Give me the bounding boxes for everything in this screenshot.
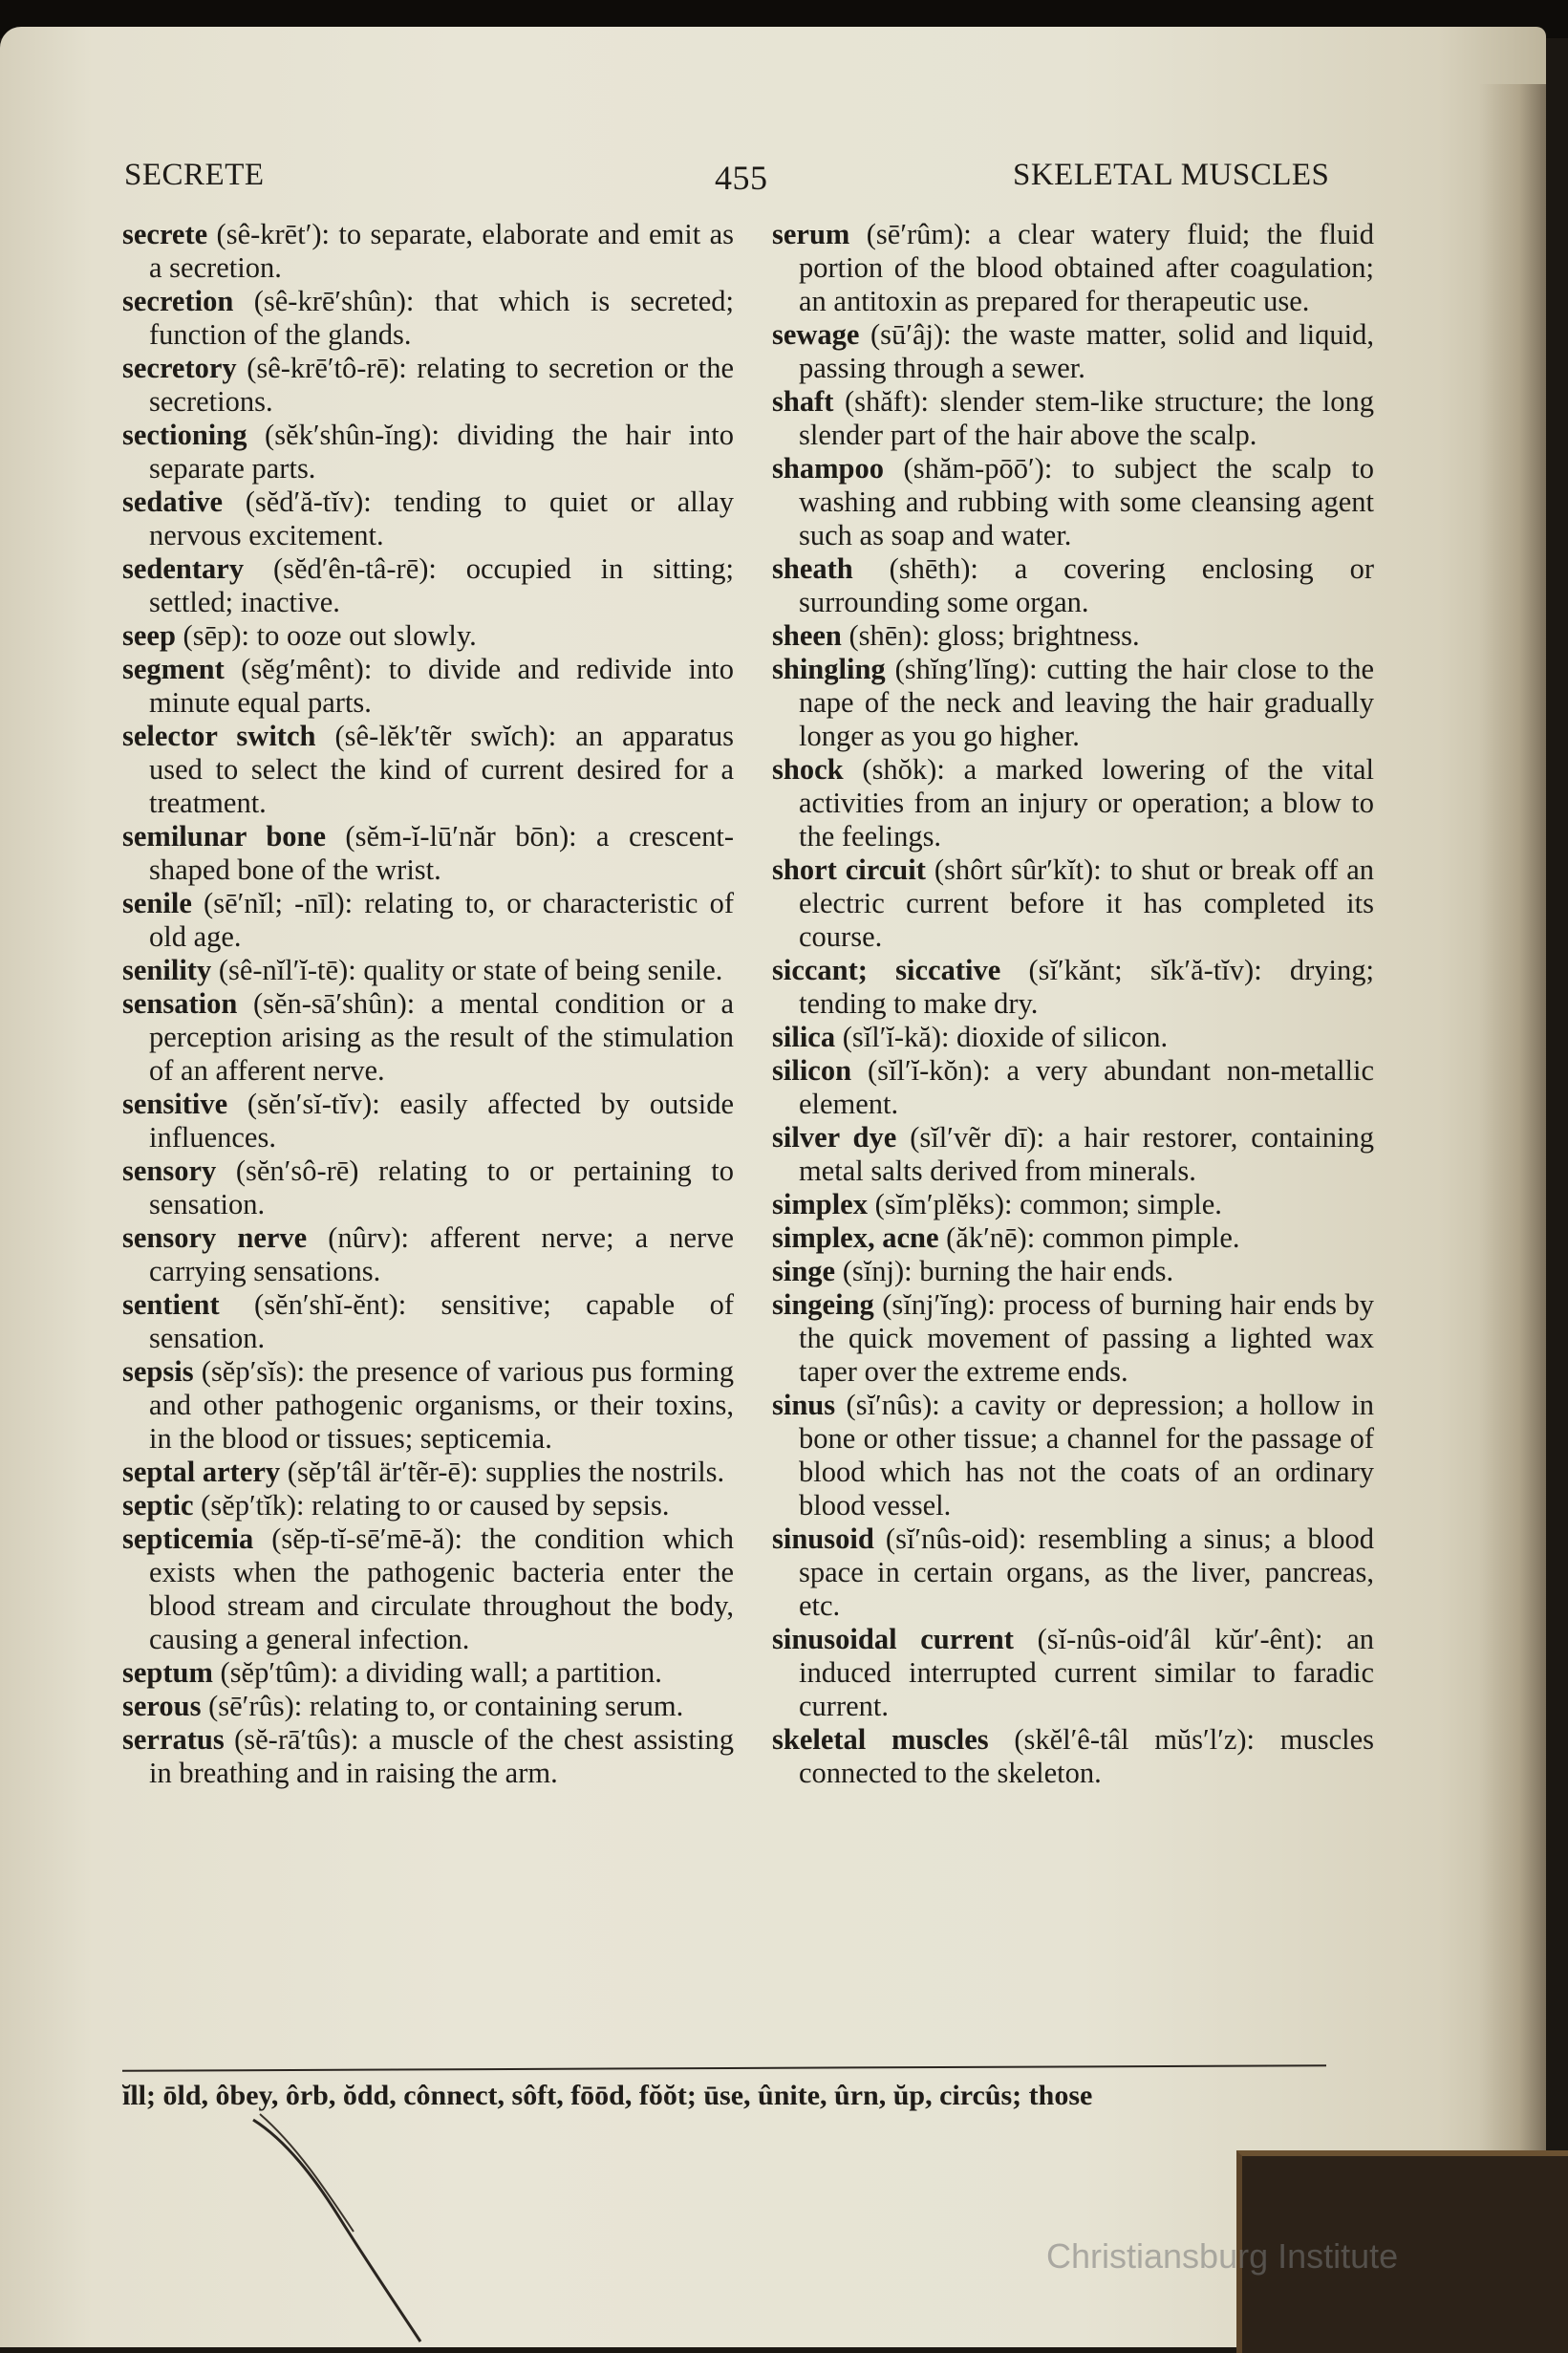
entry-headword: singeing [772, 1288, 874, 1321]
entry-headword: shingling [772, 653, 886, 685]
entry-headword: silicon [772, 1054, 852, 1087]
entry-headword: sensory [122, 1155, 217, 1187]
entry-definition: (sĕp′tĭk): relating to or caused by sepsis. [193, 1489, 670, 1522]
entry-headword: skeletal muscles [772, 1723, 989, 1756]
entry-headword: sentient [122, 1288, 220, 1321]
dictionary-entry [772, 853, 1374, 954]
entry-headword: serous [122, 1690, 202, 1722]
entry-headword: silver dye [772, 1121, 897, 1154]
dictionary-entry [122, 352, 734, 419]
entry-definition: (sĕd′ă-tĭv): tending to quiet or allay nervous excitement. [149, 486, 734, 551]
dictionary-entry [772, 653, 1374, 753]
entry-headword: sedentary [122, 552, 245, 585]
dictionary-entry [122, 720, 734, 820]
dictionary-entry [122, 954, 734, 987]
dictionary-entry [772, 1121, 1374, 1188]
entry-definition: (sĭl′ĭ-kŏn): a very abundant non-metallic element. [799, 1054, 1374, 1120]
dictionary-entry [772, 1288, 1374, 1389]
dictionary-entry [122, 285, 734, 352]
dictionary-entry [122, 486, 734, 552]
pronunciation-key: ĭll; ōld, ôbey, ôrb, ŏdd, cônnect, sôft, fōōd, fŏŏt; ūse, ûnite, ûrn, ŭp, circûs; those [122, 2080, 1093, 2111]
entry-headword: singe [772, 1255, 836, 1287]
entry-headword: senile [122, 887, 192, 919]
running-head-right: SKELETAL MUSCLES [1013, 158, 1330, 192]
entry-headword: short circuit [772, 853, 926, 886]
dictionary-entry [122, 820, 734, 887]
dictionary-entry [122, 653, 734, 720]
entry-headword: shampoo [772, 452, 884, 485]
dictionary-entry [772, 552, 1374, 619]
dictionary-entry [122, 1456, 734, 1489]
entry-headword: sepsis [122, 1355, 194, 1388]
entry-headword: serratus [122, 1723, 225, 1756]
entry-definition: (sĭ-nûs-oid′âl kŭr′-ênt): an induced interrupted current similar to faradic current. [799, 1623, 1374, 1722]
entry-headword: simplex [772, 1188, 868, 1220]
entry-definition: (sĕg′mênt): to divide and redivide into minute equal parts. [149, 653, 734, 719]
entry-definition: (sĕn-sā′shûn): a mental condition or a perception arising as the result of the stimulation of an afferent nerve. [149, 987, 734, 1087]
dictionary-entry [772, 1389, 1374, 1522]
entry-definition: (sĭnj′ĭng): process of burning hair ends by the quick movement of passing a lighted wax taper over the extreme ends. [799, 1288, 1374, 1388]
entry-headword: seep [122, 619, 176, 652]
entry-headword: semilunar bone [122, 820, 327, 853]
entry-headword: sensory nerve [122, 1221, 308, 1254]
page-edge-shadow [1479, 84, 1546, 2282]
entry-definition: (sĕp′sĭs): the presence of various pus forming and other pathogenic organisms, or their toxins, in the blood or tissues; septicemia. [149, 1355, 734, 1455]
entry-definition: (sĕ-rā′tûs): a muscle of the chest assisting in breathing and in raising the arm. [149, 1723, 734, 1789]
dictionary-entry [122, 1522, 734, 1656]
entry-definition: (sē′rûm): a clear watery fluid; the fluid portion of the blood obtained after coagulation; an antitoxin as prepared for therapeutic use. [799, 218, 1374, 317]
entry-headword: secretory [122, 352, 237, 384]
entry-headword: silica [772, 1021, 836, 1053]
right-column [772, 218, 1374, 1790]
entry-definition: (skĕl′ê-tâl mŭs′l′z): muscles connected to the skeleton. [799, 1723, 1375, 1789]
dictionary-entry [772, 1723, 1374, 1790]
dictionary-entry [122, 1690, 734, 1723]
entry-headword: sewage [772, 318, 860, 351]
entry-definition: (sê-nĭl′ĭ-tē): quality or state of being senile. [211, 954, 723, 986]
entry-definition: (sĕp′tûm): a dividing wall; a partition. [212, 1656, 662, 1689]
entry-definition: (sê-krē′tô-rē): relating to secretion or the secretions. [149, 352, 734, 418]
entry-definition: (sĕn′sô-rē) relating to or pertaining to sensation. [149, 1155, 734, 1220]
entry-definition: (shăm-pōō′): to subject the scalp to washing and rubbing with some cleansing agent such as soap and water. [799, 452, 1374, 551]
entry-definition: (sēp): to ooze out slowly. [175, 619, 477, 652]
dictionary-entry [772, 1623, 1374, 1723]
watermark: Christiansburg Institute [1046, 2236, 1399, 2276]
entry-definition: (sĭl′vẽr dī): a hair restorer, containing metal salts derived from minerals. [799, 1121, 1374, 1187]
dictionary-entry [772, 1255, 1374, 1288]
entry-headword: sectioning [122, 419, 247, 451]
page-number: 455 [715, 159, 768, 197]
entry-headword: selector switch [122, 720, 316, 752]
dictionary-entry [122, 1221, 734, 1288]
dictionary-entry [772, 954, 1374, 1021]
dictionary-entry [122, 419, 734, 486]
dictionary-entry [122, 552, 734, 619]
dictionary-entry [122, 1088, 734, 1155]
dictionary-entry [772, 385, 1374, 452]
running-head-left: SECRETE [124, 158, 265, 192]
entry-definition: (shēn): gloss; brightness. [841, 619, 1140, 652]
entry-definition: (shŏk): a marked lowering of the vital activities from an injury or operation; a blow to the feelings. [799, 753, 1374, 853]
entry-definition: (sĭ′nûs-oid): resembling a sinus; a blood space in certain organs, as the liver, pancreas, etc. [799, 1522, 1374, 1622]
dictionary-entry [772, 1188, 1374, 1221]
entry-headword: septum [122, 1656, 213, 1689]
entry-headword: septal artery [122, 1456, 281, 1488]
entry-definition: (shēth): a covering enclosing or surrounding some organ. [799, 552, 1374, 618]
dictionary-entry [772, 1054, 1374, 1121]
dictionary-entry [122, 619, 734, 653]
entry-definition: (sê-lĕk′tẽr swĭch): an apparatus used to select the kind of current desired for a treatment. [149, 720, 734, 819]
entry-definition: (sē′rûs): relating to, or containing serum. [201, 1690, 684, 1722]
entry-definition: (sē′nĭl; -nīl): relating to, or characteristic of old age. [149, 887, 734, 953]
entry-definition: (sĕp′tâl är′tẽr-ē): supplies the nostrils. [280, 1456, 725, 1488]
dictionary-entry [772, 1522, 1374, 1623]
entry-headword: secretion [122, 285, 234, 317]
entry-headword: senility [122, 954, 212, 986]
entry-definition: (sĕn′sĭ-tĭv): easily affected by outside influences. [149, 1088, 734, 1154]
dictionary-entry [122, 1155, 734, 1221]
entry-headword: septic [122, 1489, 194, 1522]
entry-definition: (nûrv): afferent nerve; a nerve carrying sensations. [149, 1221, 734, 1287]
entry-definition: (sĕk′shûn-ĭng): dividing the hair into separate parts. [149, 419, 734, 485]
dictionary-entry [772, 619, 1374, 653]
dictionary-entry [122, 987, 734, 1088]
entry-headword: secrete [122, 218, 208, 250]
entry-definition: (sĭm′plĕks): common; simple. [867, 1188, 1222, 1220]
entry-definition: (sĭl′ĭ-kă): dioxide of silicon. [835, 1021, 1169, 1053]
entry-definition: (sĕd′ên-tâ-rē): occupied in sitting; settled; inactive. [149, 552, 734, 618]
entry-headword: sinusoid [772, 1522, 874, 1555]
entry-definition: (sĭnj): burning the hair ends. [835, 1255, 1174, 1287]
entry-headword: simplex, acne [772, 1221, 939, 1254]
dictionary-entry [122, 1723, 734, 1790]
dictionary-entry [122, 1288, 734, 1355]
entry-definition: (shôrt sûr′kĭt): to shut or break off an electric current before it has completed its course. [799, 853, 1374, 953]
dictionary-entry [772, 1021, 1374, 1054]
entry-headword: shock [772, 753, 844, 786]
entry-definition: (shĭng′lĭng): cutting the hair close to the nape of the neck and leaving the hair gradually longer as you go higher. [799, 653, 1374, 752]
entry-headword: sensation [122, 987, 238, 1020]
entry-headword: sinus [772, 1389, 836, 1421]
entry-headword: segment [122, 653, 225, 685]
entry-definition: (sê-krē′shûn): that which is secreted; function of the glands. [149, 285, 734, 351]
entry-headword: sinusoidal current [772, 1623, 1014, 1655]
entry-definition: (sê-krēt′): to separate, elaborate and emit as a secretion. [149, 218, 734, 284]
dictionary-entry [122, 1489, 734, 1522]
dictionary-entry [122, 218, 734, 285]
dictionary-entry [122, 887, 734, 954]
dictionary-entry [122, 1656, 734, 1690]
dictionary-entry [772, 753, 1374, 853]
left-column [122, 218, 734, 1790]
entry-definition: (sĭ′kănt; sĭk′ă-tĭv): drying; tending to make dry. [799, 954, 1374, 1020]
entry-definition: (sĕn′shĭ-ĕnt): sensitive; capable of sensation. [149, 1288, 734, 1354]
entry-headword: shaft [772, 385, 834, 418]
entry-definition: (sĕm-ĭ-lū′năr bōn): a crescent-shaped bone of the wrist. [149, 820, 734, 886]
entry-headword: septicemia [122, 1522, 254, 1555]
dictionary-entry [772, 452, 1374, 552]
dictionary-entry [772, 218, 1374, 318]
entry-definition: (sū′âj): the waste matter, solid and liquid, passing through a sewer. [799, 318, 1374, 384]
dictionary-entry [122, 1355, 734, 1456]
dictionary-entry [772, 1221, 1374, 1255]
entry-headword: sheath [772, 552, 853, 585]
entry-definition: (shăft): slender stem-like structure; the long slender part of the hair above the scalp. [799, 385, 1374, 451]
pencil-mark [248, 2112, 497, 2347]
entry-definition: (sĭ′nûs): a cavity or depression; a hollow in bone or other tissue; a channel for the passage of blood which has not the coats of an ordinary blood vessel. [799, 1389, 1374, 1522]
dictionary-entry [772, 318, 1374, 385]
entry-headword: serum [772, 218, 850, 250]
entry-headword: siccant; siccative [772, 954, 1001, 986]
entry-headword: sensitive [122, 1088, 228, 1120]
entry-headword: sedative [122, 486, 224, 518]
entry-headword: sheen [772, 619, 842, 652]
entry-definition: (ăk′nē): common pimple. [938, 1221, 1240, 1254]
entry-definition: (sĕp-tĭ-sē′mē-ă): the condition which exists when the pathogenic bacteria enter the blood stream and circulate throughout the body, causing a general infection. [149, 1522, 734, 1655]
